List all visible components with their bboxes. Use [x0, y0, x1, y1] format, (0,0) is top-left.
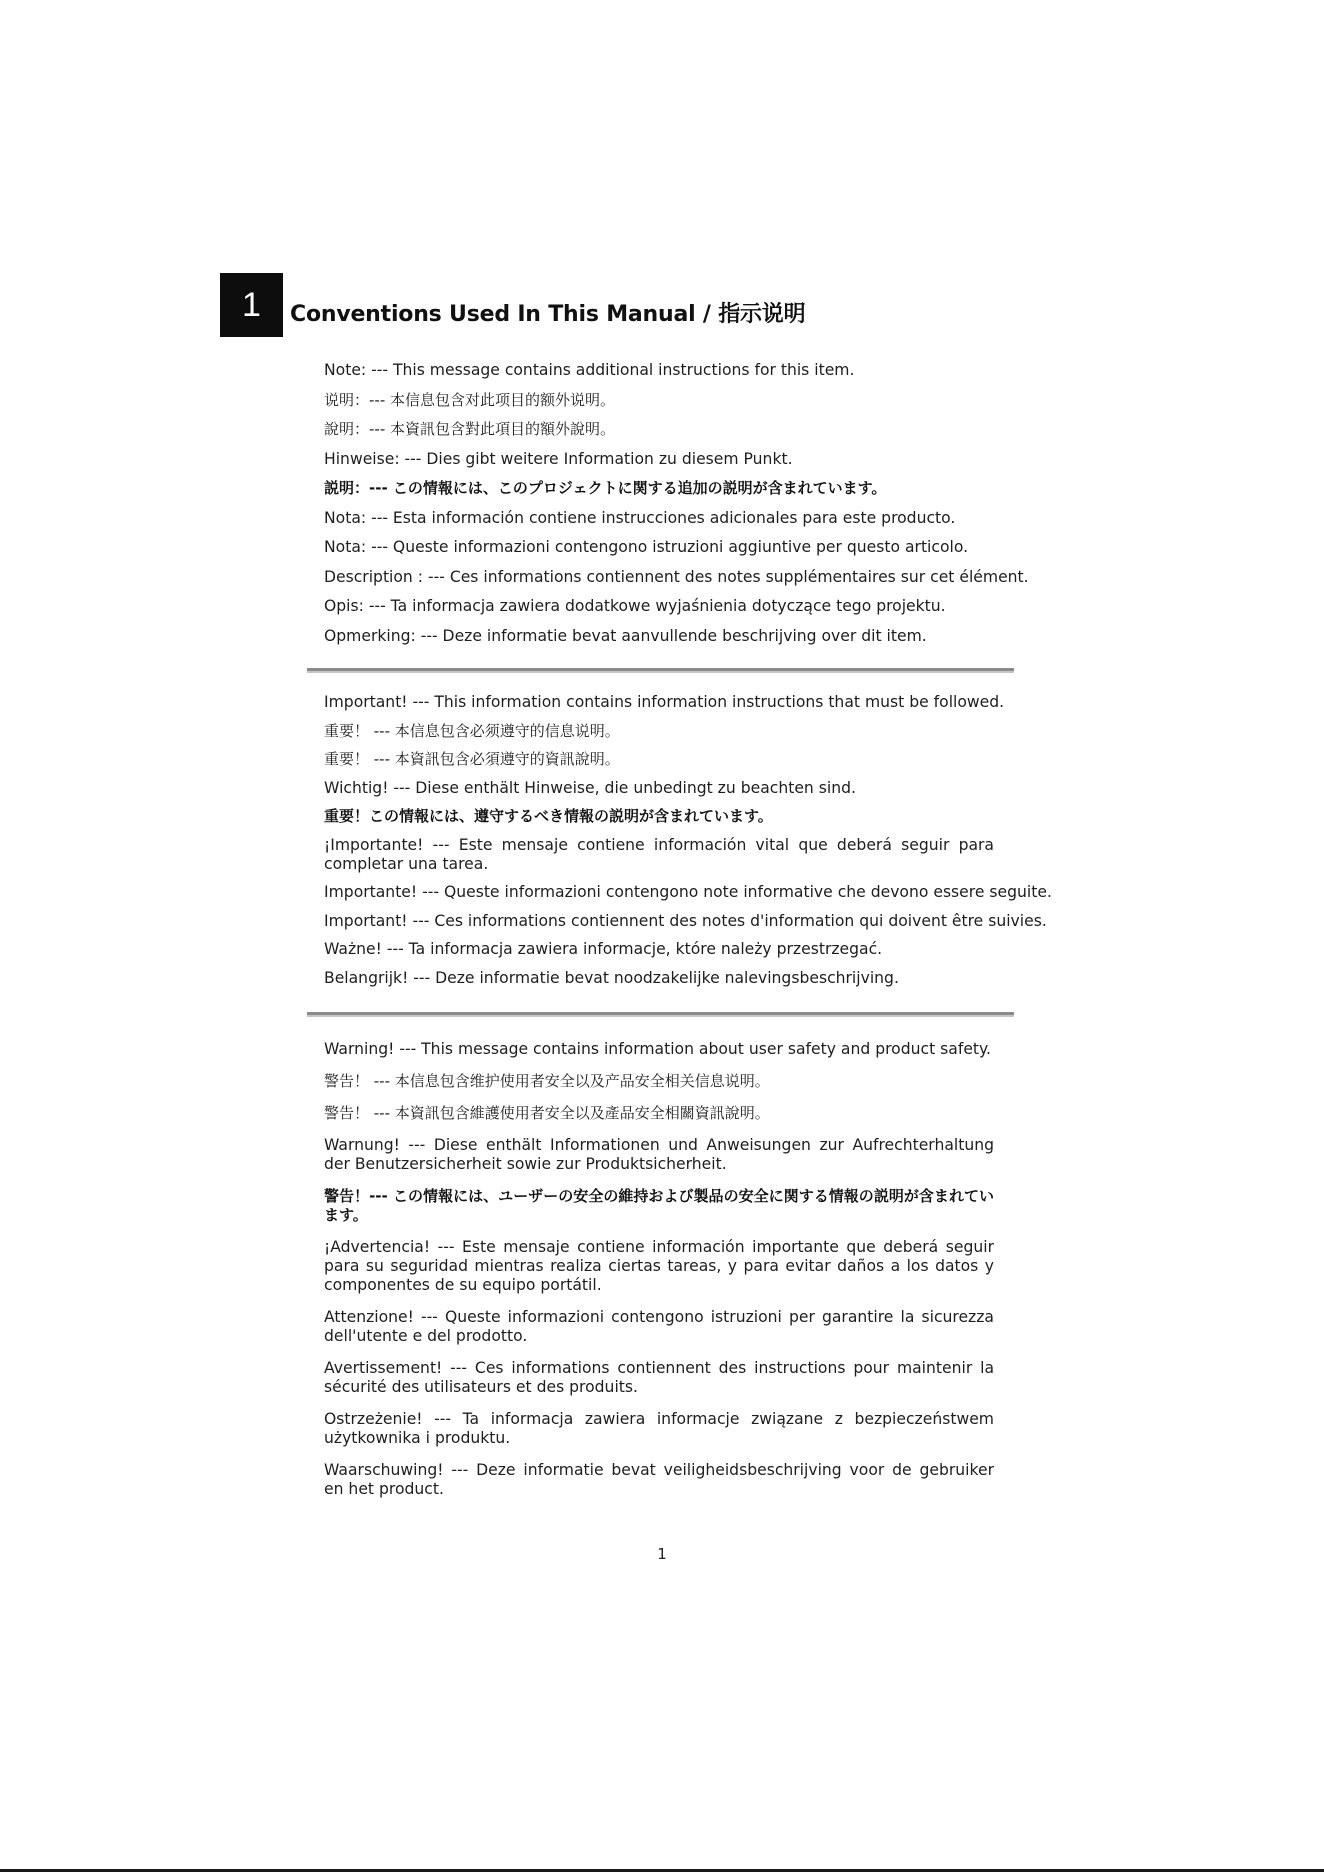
warning-line-it: Attenzione! --- Queste informazioni contengono istruzioni per garantire la sicurezza dell'utente e del prodotto. [324, 1308, 994, 1345]
warning-line-ja: 警告！--- この情報には、ユーザーの安全の維持および製品の安全に関する情報の説明が含まれています。 [324, 1187, 994, 1224]
warning-line-zh-hans: 警告！ --- 本信息包含维护使用者安全以及产品安全相关信息说明。 [324, 1072, 770, 1090]
warning-line-zh-hant: 警告！ --- 本資訊包含維護使用者安全以及產品安全相關資訊說明。 [324, 1104, 770, 1122]
note-line-en: Note: --- This message contains additional instructions for this item. [324, 361, 855, 379]
chapter-number-box: 1 [220, 273, 283, 337]
note-line-zh-hant: 說明：--- 本資訊包含對此項目的額外說明。 [324, 420, 616, 438]
important-line-fr: Important! --- Ces informations contiennent des notes d'information qui doivent être suivies. [324, 911, 1047, 930]
important-line-zh-hant: 重要！ --- 本資訊包含必須遵守的資訊說明。 [324, 750, 620, 768]
warning-line-fr: Avertissement! --- Ces informations contiennent des instructions pour maintenir la sécurité des utilisateurs et des produits. [324, 1359, 994, 1396]
important-line-en: Important! --- This information contains information instructions that must be followed. [324, 693, 1005, 711]
important-line-es: ¡Importante! --- Este mensaje contiene información vital que deberá seguir para completar una tarea. [324, 835, 994, 873]
warning-line-en: Warning! --- This message contains information about user safety and product safety. [324, 1040, 991, 1058]
important-section [324, 693, 1052, 997]
section-divider [307, 668, 1014, 673]
note-section [324, 361, 1029, 656]
page-number: 1 [657, 1545, 667, 1563]
warning-line-pl: Ostrzeżenie! --- Ta informacja zawiera informacje związane z bezpieczeństwem użytkownika i produktu. [324, 1410, 994, 1447]
important-line-nl: Belangrijk! --- Deze informatie bevat noodzakelijke nalevingsbeschrijving. [324, 968, 899, 987]
note-line-pl: Opis: --- Ta informacja zawiera dodatkowe wyjaśnienia dotyczące tego projektu. [324, 597, 946, 615]
note-line-de: Hinweise: --- Dies gibt weitere Information zu diesem Punkt. [324, 449, 793, 468]
important-line-zh-hans: 重要！ --- 本信息包含必须遵守的信息说明。 [324, 721, 620, 740]
note-line-zh-hans: 说明：--- 本信息包含对此项目的额外说明。 [324, 390, 616, 409]
chapter-title: Conventions Used In This Manual / 指示说明 [290, 302, 806, 327]
important-line-pl: Ważne! --- Ta informacja zawiera informacje, które należy przestrzegać. [324, 940, 883, 958]
note-line-es: Nota: --- Esta información contiene instrucciones adicionales para este producto. [324, 508, 956, 527]
note-line-it: Nota: --- Queste informazioni contengono istruzioni aggiuntive per questo articolo. [324, 538, 969, 556]
note-line-ja: 説明：--- この情報には、このプロジェクトに関する追加の説明が含まれています。 [324, 479, 887, 497]
note-line-nl: Opmerking: --- Deze informatie bevat aanvullende beschrijving over dit item. [324, 626, 927, 645]
important-line-ja: 重要！この情報には、遵守するべき情報の説明が含まれています。 [324, 807, 773, 825]
warning-line-nl: Waarschuwing! --- Deze informatie bevat veiligheidsbeschrijving voor de gebruiker en het product. [324, 1461, 994, 1498]
warning-line-de: Warnung! --- Diese enthält Informationen und Anweisungen zur Aufrechterhaltung der Benutzersicherheit sowie zur Produktsicherheit. [324, 1136, 994, 1173]
warning-line-es: ¡Advertencia! --- Este mensaje contiene información importante que deberá seguir para su seguridad mientras realiza ciertas tareas, y para evitar daños a los datos y componentes de su equipo portátil. [324, 1238, 994, 1294]
important-line-de: Wichtig! --- Diese enthält Hinweise, die unbedingt zu beachten sind. [324, 778, 856, 797]
important-line-it: Importante! --- Queste informazioni contengono note informative che devono essere seguite. [324, 883, 1052, 901]
warning-section [324, 1040, 994, 1512]
section-divider [307, 1012, 1014, 1017]
note-line-fr: Description : --- Ces informations contiennent des notes supplémentaires sur cet élément. [324, 567, 1029, 586]
